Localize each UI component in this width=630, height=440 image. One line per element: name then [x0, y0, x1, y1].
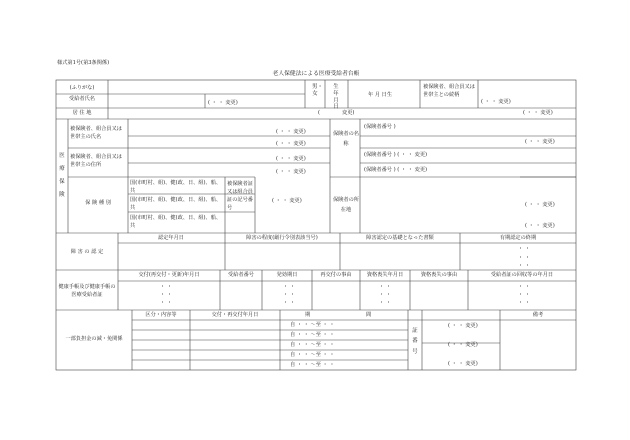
insurance-symbol-change: ( ・ ・ 変更) [272, 198, 302, 204]
cert-return-2: ・ ・ [517, 292, 531, 298]
form-number: 様式第1号(第3条関係) [57, 60, 110, 66]
insurer-number-2: (保険者番号 ) ( ・ ・ 変更) [364, 152, 428, 158]
birth-value: 年 月 日生 [368, 92, 393, 98]
burden-number-label: 証番号 [412, 328, 418, 355]
insurance-symbol-label: 被保険者証又は組合員証の記号番号 [227, 181, 253, 212]
insurance-type-label: 保 険 種 別 [85, 200, 111, 206]
insurance-type-option-2: 国(市町村、組)、健(政、日、組)、船、共 [130, 197, 222, 211]
burden-period-5: 自 ・ ・ ～至 ・ ・ [290, 362, 335, 368]
disability-term-3: ・ ・ [517, 263, 531, 269]
insurer-name-label: 保険者の名称 [333, 131, 359, 147]
cert-return-1: ・ ・ [517, 284, 531, 290]
insured-name-change-2: ( ・ ・ 変更) [276, 141, 306, 147]
furigana-label: (ふりがな) [69, 85, 95, 91]
relation-change: ( ・ ・ 変更) [481, 99, 511, 105]
certificate-header-return: 受給者証の回収等の年月日 [490, 272, 554, 278]
sex-field: 男・女 [312, 84, 323, 97]
disability-header-date: 認定年月日 [158, 235, 184, 241]
burden-header-period-2: 間 [366, 312, 372, 318]
cert-effective-2: ・ ・ [282, 292, 296, 298]
insured-address-label: 被保険者、組合員又は世帯主の住所 [70, 154, 122, 169]
form-title: 老人保健法による医療受給者台帳 [272, 71, 360, 77]
certificate-label: 健康手帳及び健康手帳の医療受給者証 [58, 284, 116, 299]
insurance-type-option-3: 国(市町村、組)、健(政、日、組)、船、共 [130, 215, 222, 229]
insured-name-change-1: ( ・ ・ 変更) [276, 129, 306, 135]
insurer-address-change-2: ( ・ ・ 変更) [525, 223, 555, 229]
cert-loss-2: ・ ・ [378, 292, 392, 298]
insurer-number-3: (保険者番号 ) ( ・ ・ 変更) [364, 167, 428, 173]
disability-term-2: ・ ・ [517, 255, 531, 261]
disability-header-degree: 障害の程度(厳行令別表該当号) [246, 235, 318, 241]
burden-change-2: ( ・ ・ 変更) [448, 342, 478, 348]
insurer-number-1: (保険者番号 ) [364, 124, 396, 130]
burden-period-3: 自 ・ ・ ～至 ・ ・ [290, 342, 335, 348]
burden-change-1: ( ・ ・ 変更) [448, 323, 478, 329]
certificate-header-reissue-reason: 再交付の事由 [320, 272, 352, 278]
birth-label: 生年月日 [333, 84, 339, 111]
address-label: 居 住 地 [72, 110, 92, 116]
certificate-header-loss-reason: 資格喪失の事由 [420, 272, 458, 278]
cert-loss-3: ・ ・ [378, 300, 392, 306]
cert-effective-3: ・ ・ [282, 300, 296, 306]
insured-name-label: 被保険者、組合員又は世帯主の氏名 [70, 126, 122, 141]
insured-address-change-2: ( ・ ・ 変更) [276, 169, 306, 175]
certificate-header-effective: 発効期日 [276, 272, 298, 278]
relation-label: 被保険者、組合員又は世帯主との続柄 [423, 84, 475, 98]
burden-header-issue-date: 交付・再交付年月日 [211, 312, 259, 318]
address-right-change: ( ・ ・ 変更) [523, 110, 553, 116]
address-paren-close: 変更) [342, 110, 355, 116]
cert-effective-1: ・ ・ [282, 284, 296, 290]
burden-header-period-1: 期 [305, 312, 311, 318]
name-change: ( ・ ・ 変更) [208, 100, 238, 106]
burden-header-category: 区分・内容等 [145, 312, 177, 318]
address-paren-open: ( [318, 110, 321, 116]
burden-change-3: ( ・ ・ 変更) [448, 361, 478, 367]
burden-header-remarks: 備考 [532, 312, 544, 318]
burden-label: 一部負担金の減・免関係 [65, 336, 123, 342]
insurer-change: ( ・ ・ 変更) [525, 139, 555, 145]
certificate-header-issue: 交付(再交付・更新)年月日 [138, 272, 200, 278]
disability-label: 障 害 の 認 定 [70, 249, 104, 255]
cert-issue-1: ・ ・ [159, 284, 173, 290]
insurance-section-label: 医療保険 [59, 153, 65, 198]
insurance-type-option-1: 国(市町村、組)、健(政、日、組)、船、共 [130, 180, 222, 194]
burden-period-2: 自 ・ ・ ～至 ・ ・ [290, 332, 335, 338]
burden-period-4: 自 ・ ・ ～至 ・ ・ [290, 352, 335, 358]
disability-header-documents: 障害認定の基礎となった書類 [366, 235, 434, 241]
cert-return-3: ・ ・ [517, 300, 531, 306]
disability-header-term: 有期認定の終期 [499, 235, 537, 241]
certificate-header-number: 受給者番号 [228, 272, 254, 278]
cert-issue-2: ・ ・ [159, 292, 173, 298]
certificate-header-loss-date: 資格喪失年月日 [366, 272, 404, 278]
disability-term-1: ・ ・ [517, 246, 531, 252]
burden-period-1: 自 ・ ・ ～至 ・ ・ [290, 322, 335, 328]
insurer-address-label: 保険者の所在地 [333, 197, 359, 213]
insurer-address-change-1: ( ・ ・ 変更) [525, 202, 555, 208]
cert-issue-3: ・ ・ [159, 300, 173, 306]
cert-loss-1: ・ ・ [378, 284, 392, 290]
name-label: 受給者氏名 [69, 96, 95, 102]
insured-address-change-1: ( ・ ・ 変更) [276, 156, 306, 162]
